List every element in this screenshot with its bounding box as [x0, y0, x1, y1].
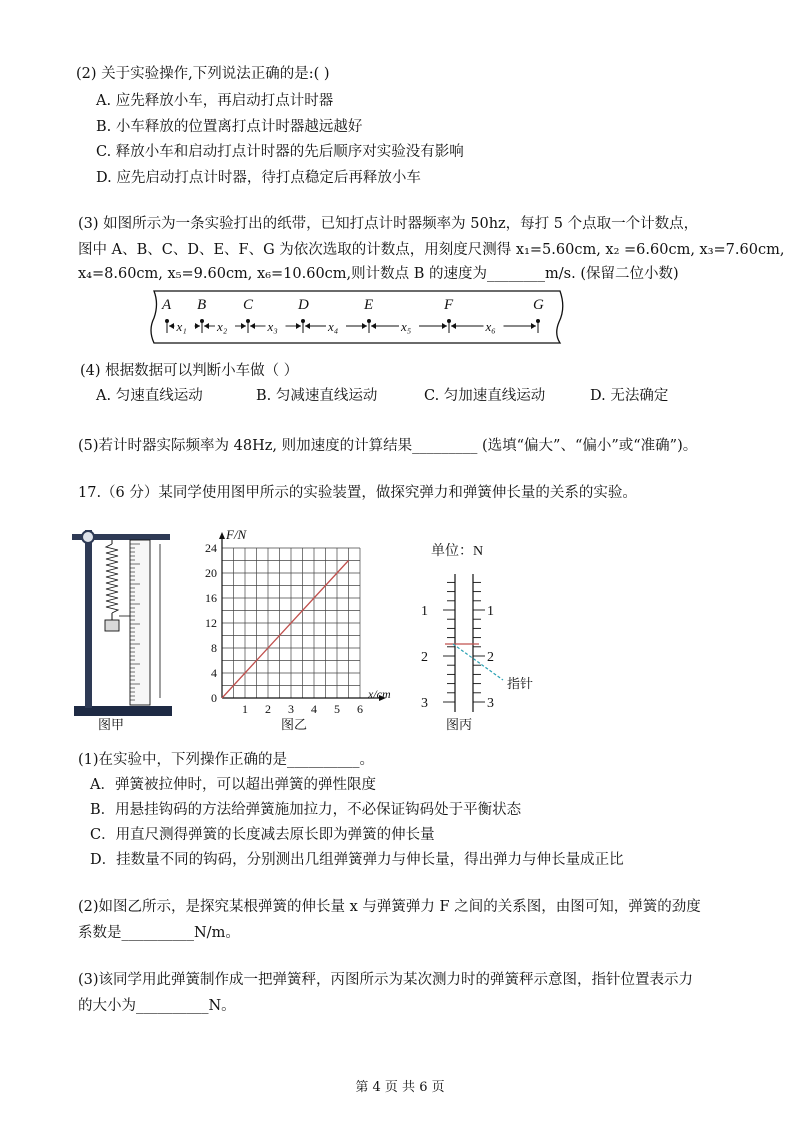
- tape-segment-label: x₄: [328, 319, 339, 334]
- scale-label-left: 3: [421, 696, 428, 711]
- scale-label-left: 1: [421, 604, 428, 619]
- scale-label-right: 1: [487, 604, 494, 619]
- q17-part3-line2: 的大小为__________N。: [78, 998, 236, 1014]
- tape-arrowhead: [296, 323, 301, 329]
- x-tick-label: 3: [288, 702, 294, 716]
- x-tick-label: 6: [357, 702, 363, 716]
- y-axis-label: F/N: [226, 527, 247, 542]
- series-line: [222, 561, 349, 699]
- q17-part2-line1: (2)如图乙所示，是探究某根弹簧的伸长量 x 与弹簧弹力 F 之间的关系图，由图可知，弹簧的劲度: [78, 899, 701, 915]
- q16-part2-option-d: D. 应先启动打点计时器，待打点稳定后再释放小车: [96, 170, 421, 186]
- q17-part1-option-c: C．用直尺测得弹簧的长度减去原长即为弹簧的伸长量: [90, 827, 435, 843]
- q16-part3-line3: x₄=8.60cm, x₅=9.60cm, x₆=10.60cm,则计数点 B 的速度为________m/s. (保留二位小数): [78, 266, 679, 282]
- q16-part2-option-c: C. 释放小车和启动打点计时器的先后顺序对实验没有影响: [96, 144, 464, 160]
- tape-arrowhead: [451, 323, 456, 329]
- y-tick-label: 0: [211, 691, 217, 705]
- q16-part2-option-b: B. 小车释放的位置离打点计时器越远越好: [96, 119, 363, 135]
- tape-arrowhead: [241, 323, 246, 329]
- caption-fig3: 图丙: [446, 718, 473, 733]
- tape-segment-label: x₃: [267, 319, 278, 334]
- tape-point-label: D: [298, 297, 309, 313]
- q16-part3-line2: 图中 A、B、C、D、E、F、G 为依次选取的计数点，用刻度尺测得 x₁=5.60cm, x₂ =6.60cm, x₃=7.60cm,: [78, 242, 785, 258]
- y-tick-label: 12: [205, 616, 217, 630]
- scale-label-left: 2: [421, 650, 428, 665]
- scale-label-right: 2: [487, 650, 494, 665]
- q16-part3-line1: (3) 如图所示为一条实验打出的纸带，已知打点计时器频率为 50hz，每打 5 个点取一个计数点，: [78, 216, 699, 232]
- tape-point-label: C: [243, 297, 254, 313]
- q16-part5-stem: (5)若计时器实际频率为 48Hz, 则加速度的计算结果_________ (选填“偏大”、“偏小”或“准确”)。: [78, 438, 698, 454]
- hook-weight: [105, 620, 119, 631]
- y-tick-label: 4: [211, 666, 217, 680]
- tape-arrowhead: [204, 323, 209, 329]
- x-tick-label: 1: [242, 702, 248, 716]
- q16-part4-option-d: D. 无法确定: [590, 388, 669, 404]
- scale-unit-label: 单位：N: [431, 544, 484, 559]
- spring-coil: [106, 544, 118, 613]
- spring-scale-figure: [415, 540, 555, 715]
- apparatus-figure: [68, 520, 178, 742]
- tape-arrowhead: [531, 323, 536, 329]
- q17-part1-option-a: A．弹簧被拉伸时，可以超出弹簧的弹性限度: [90, 777, 376, 793]
- tape-arrowhead: [169, 323, 174, 329]
- f-x-chart: [190, 526, 420, 726]
- x-tick-label: 4: [311, 702, 317, 716]
- tape-point-label: E: [364, 297, 374, 313]
- pointer-label: 指针: [507, 676, 534, 691]
- q17-part1-option-d: D．挂数量不同的钩码，分别测出几组弹簧弹力与伸长量，得出弹力与伸长量成正比: [90, 852, 624, 868]
- tape-segment-label: x₅: [401, 319, 412, 334]
- tape-point-label: B: [197, 297, 207, 313]
- ticker-tape-figure: [140, 288, 570, 346]
- tape-arrowhead: [195, 323, 200, 329]
- q16-part2-stem: (2) 关于实验操作,下列说法正确的是:( ): [76, 66, 330, 82]
- tape-segment-label: x₆: [485, 319, 496, 334]
- caption-fig1: 图甲: [98, 718, 125, 733]
- q17-stem: 17.（6 分）某同学使用图甲所示的实验装置，做探究弹力和弹簧伸长量的关系的实验。: [78, 485, 637, 501]
- y-tick-label: 24: [205, 541, 217, 555]
- y-tick-label: 20: [205, 566, 217, 580]
- q16-part4-option-b: B. 匀减速直线运动: [256, 388, 378, 404]
- y-tick-label: 16: [205, 591, 217, 605]
- q16-part2-option-a: A. 应先释放小车，再启动打点计时器: [96, 93, 334, 109]
- tape-arrowhead: [250, 323, 255, 329]
- q16-part4-option-c: C. 匀加速直线运动: [424, 388, 546, 404]
- tape-point-label: G: [533, 297, 544, 313]
- tape-arrowhead: [442, 323, 447, 329]
- tape-segment-label: x₁: [176, 319, 187, 334]
- q17-part2-line2: 系数是__________N/m。: [78, 925, 240, 941]
- x-axis-label: x/cm: [368, 687, 391, 701]
- q16-part4-option-a: A. 匀速直线运动: [96, 388, 203, 404]
- tape-arrowhead: [362, 323, 367, 329]
- q17-part3-line1: (3)该同学用此弹簧制作成一把弹簧秤，丙图所示为某次测力时的弹簧秤示意图，指针位置表示力: [78, 972, 694, 988]
- caption-fig2: 图乙: [281, 718, 308, 733]
- y-axis-arrow: [219, 532, 225, 539]
- x-tick-label: 5: [334, 702, 340, 716]
- y-tick-label: 8: [211, 641, 217, 655]
- q16-part4-stem: (4) 根据数据可以判断小车做（ ）: [80, 363, 299, 379]
- q17-part1-stem: (1)在实验中，下列操作正确的是__________。: [78, 752, 375, 768]
- tape-segment-label: x₂: [217, 319, 228, 334]
- tape-arrowhead: [305, 323, 310, 329]
- tape-arrowhead: [371, 323, 376, 329]
- q17-part1-option-b: B．用悬挂钩码的方法给弹簧施加拉力，不必保证钩码处于平衡状态: [90, 802, 522, 818]
- scale-label-right: 3: [487, 696, 494, 711]
- page-footer: 第 4 页 共 6 页: [355, 1080, 445, 1095]
- x-tick-label: 2: [265, 702, 271, 716]
- tape-point-label: A: [162, 297, 172, 313]
- tape-point-label: F: [444, 297, 454, 313]
